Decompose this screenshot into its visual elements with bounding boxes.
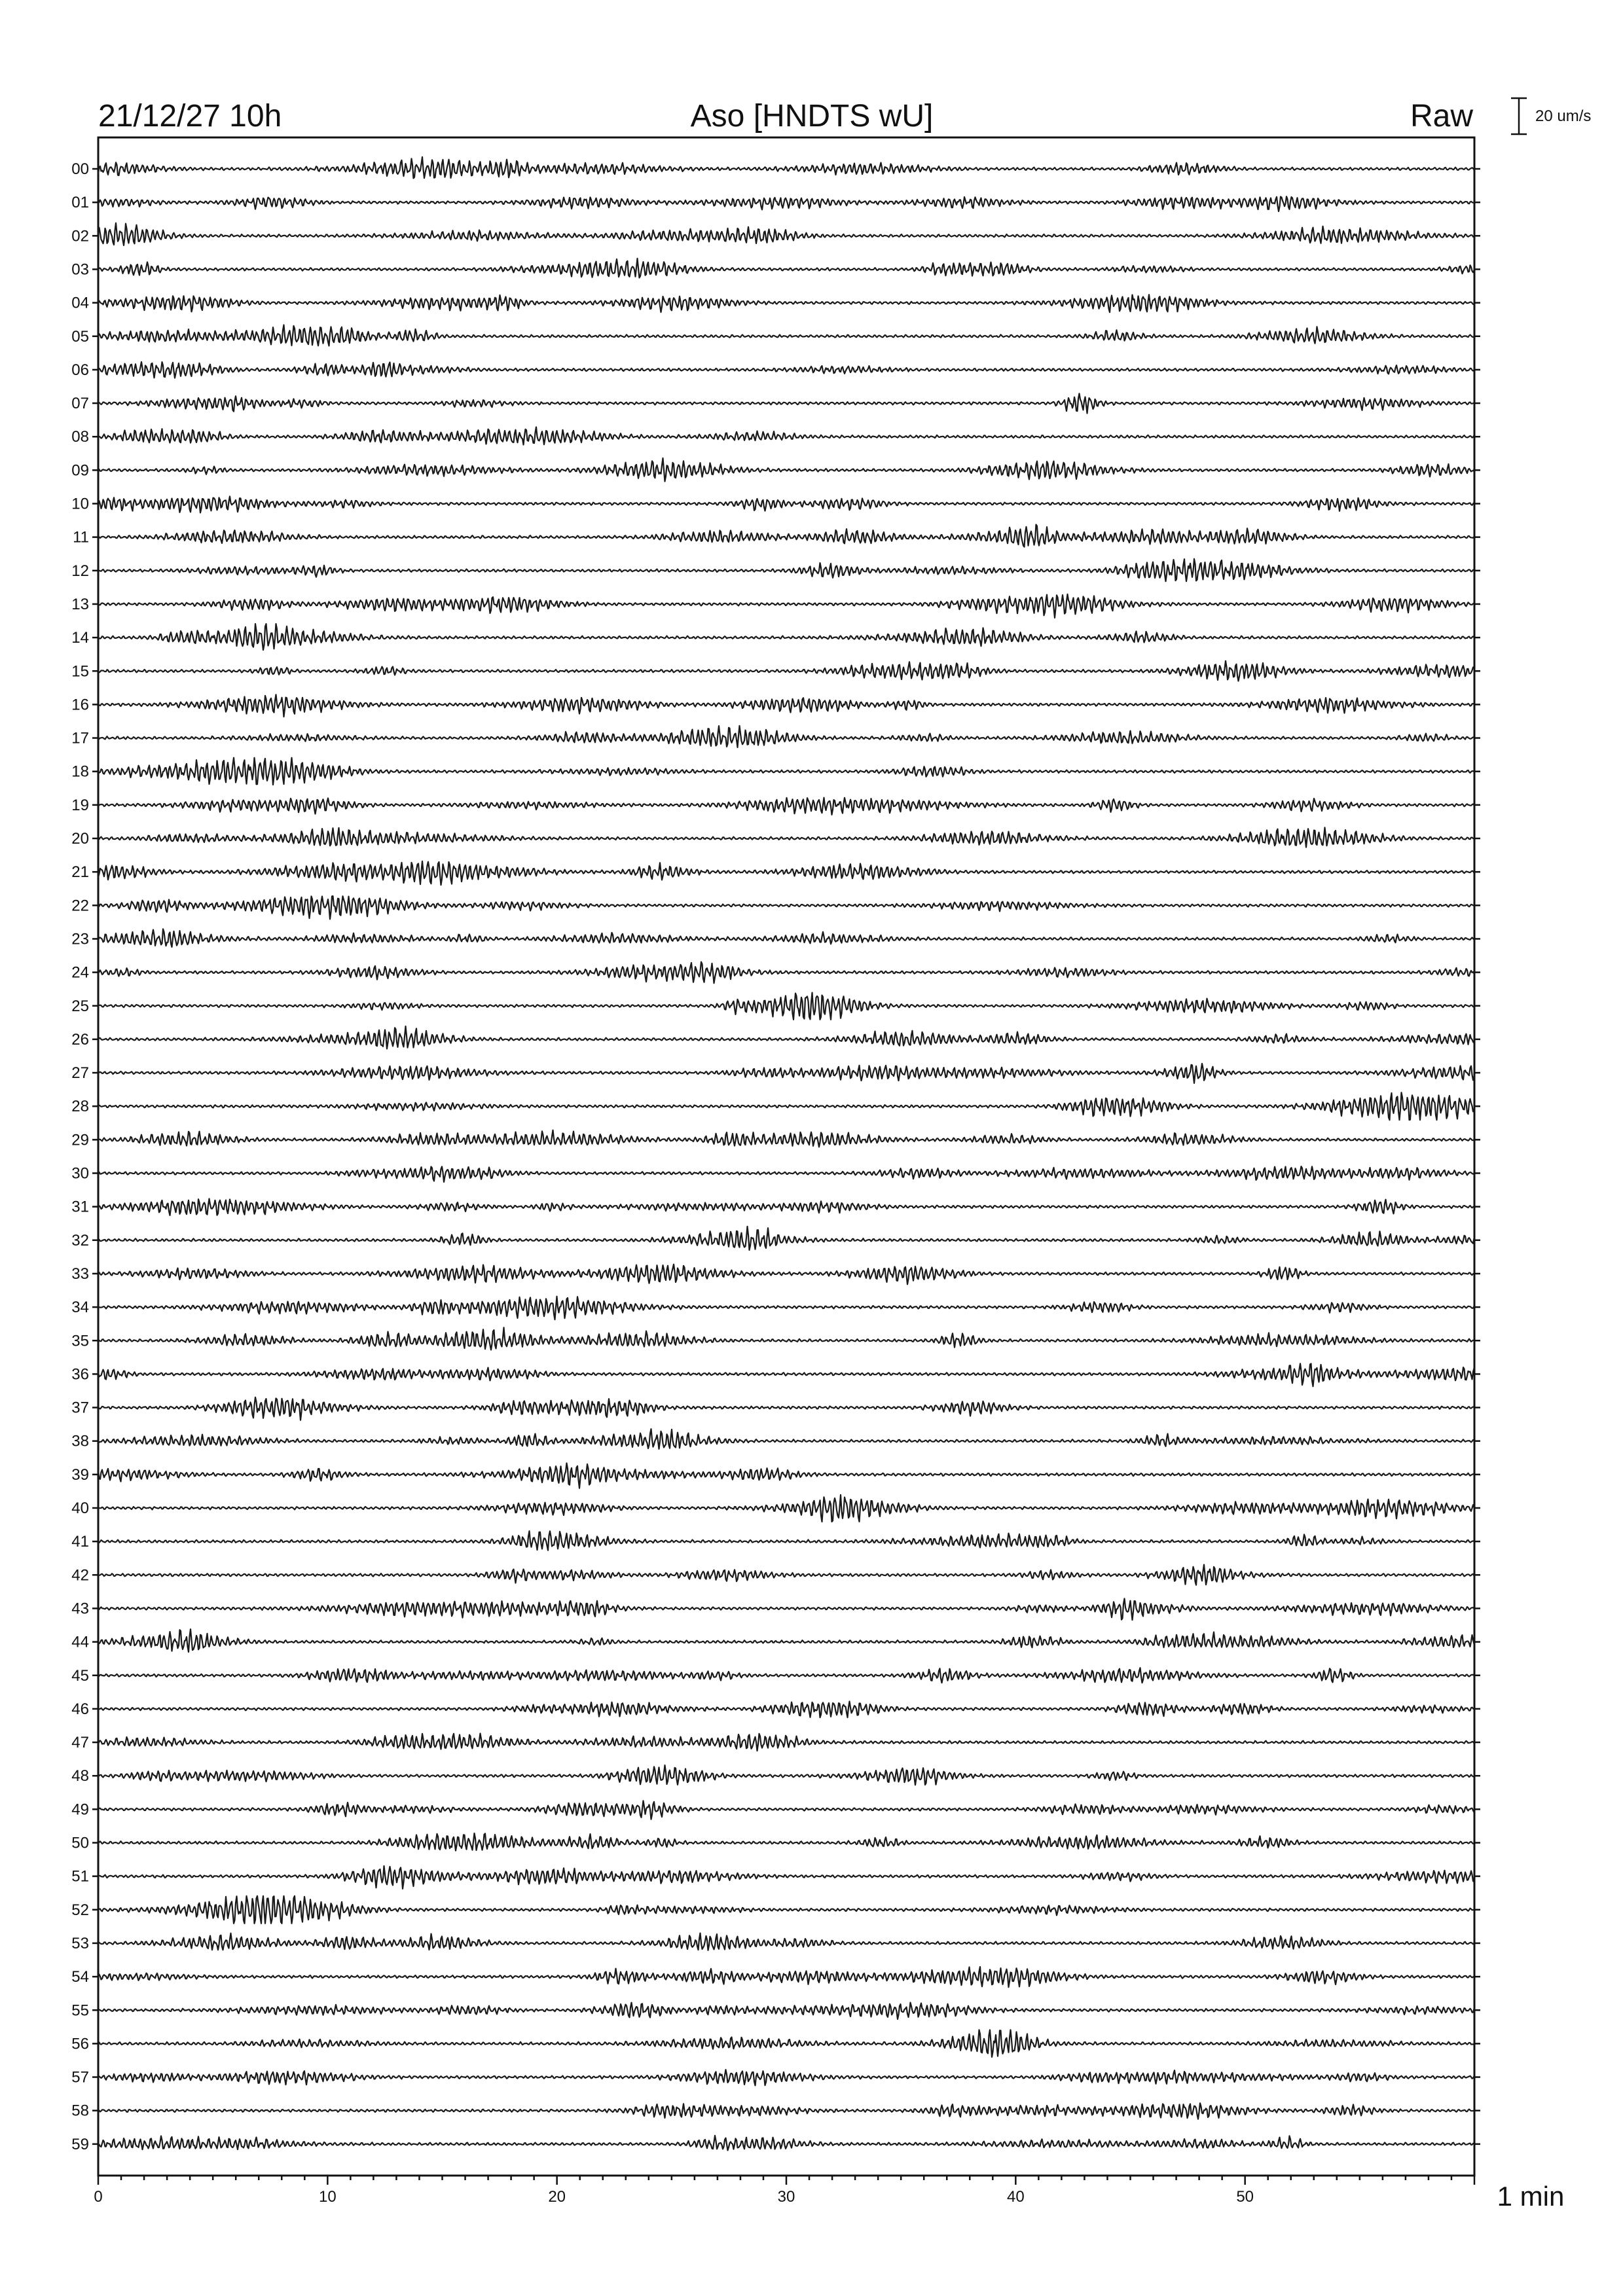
row-label: 02 [71,227,89,245]
row-label: 44 [71,1633,89,1651]
trace-line [98,827,1474,847]
trace-line [98,993,1474,1020]
trace-line [98,1833,1474,1851]
row-label: 12 [71,562,89,580]
x-tick-label: 40 [1006,2188,1025,2206]
trace-line [98,458,1474,482]
x-tick-label: 50 [1236,2188,1254,2206]
trace-line [98,223,1474,245]
row-label: 43 [71,1600,89,1618]
row-label: 45 [71,1666,89,1685]
trace-line [98,2003,1474,2019]
trace-line [98,2070,1474,2085]
row-label: 58 [71,2102,89,2120]
row-label: 30 [71,1164,89,1183]
row-label: 10 [71,495,89,513]
row-label: 26 [71,1030,89,1049]
trace-line [98,1967,1474,1987]
trace-line [98,1866,1474,1889]
row-label: 09 [71,461,89,480]
row-label: 32 [71,1231,89,1249]
trace-line [98,726,1474,747]
trace-line [98,594,1474,618]
row-label: 24 [71,963,89,982]
plot-frame [98,137,1474,2176]
row-label: 41 [71,1533,89,1551]
row-label: 25 [71,997,89,1015]
trace-line [98,1463,1474,1488]
trace-line [98,427,1474,445]
row-label: 21 [71,863,89,882]
row-label: 00 [71,160,89,178]
row-label: 13 [71,595,89,613]
row-label: 19 [71,796,89,814]
trace-line [98,1531,1474,1551]
trace-line [98,1429,1474,1449]
row-label: 40 [71,1499,89,1517]
trace-line [98,2030,1474,2057]
x-axis [94,2176,1474,2206]
row-label: 47 [71,1734,89,1752]
trace-line [98,1166,1474,1182]
trace-line [98,1734,1474,1751]
trace-line [98,157,1474,179]
trace-line [98,1765,1474,1785]
trace-line [98,1668,1474,1683]
trace-line [98,1801,1474,1819]
x-tick-label: 0 [94,2188,103,2206]
trace-line [98,325,1474,346]
row-label: 37 [71,1399,89,1417]
row-label: 17 [71,729,89,747]
trace-line [98,559,1474,581]
row-label: 49 [71,1801,89,1819]
row-label: 57 [71,2068,89,2087]
trace-line [98,393,1474,413]
row-label: 22 [71,897,89,915]
row-label: 29 [71,1131,89,1149]
trace-line [98,1565,1474,1585]
traces [98,157,1474,2151]
row-label: 52 [71,1901,89,1919]
row-label: 23 [71,930,89,948]
trace-line [98,196,1474,211]
trace-line [98,694,1474,717]
row-labels [71,160,1480,2153]
row-label: 48 [71,1767,89,1785]
trace-line [98,2103,1474,2119]
trace-line [98,929,1474,947]
trace-line [98,2136,1474,2151]
trace-line [98,1297,1474,1319]
trace-line [98,1199,1474,1215]
row-label: 18 [71,762,89,781]
row-label: 54 [71,1968,89,1986]
trace-line [98,1130,1474,1147]
row-label: 59 [71,2135,89,2153]
datetime-label: 21/12/27 10h [98,99,282,134]
station-title: Aso [HNDTS wU] [690,99,934,134]
x-tick-label: 10 [318,2188,337,2206]
x-tick-label: 20 [548,2188,566,2206]
trace-line [98,798,1474,815]
trace-line [98,624,1474,650]
row-label: 27 [71,1064,89,1083]
trace-line [98,525,1474,547]
trace-line [98,259,1474,278]
row-label: 50 [71,1834,89,1852]
row-label: 38 [71,1432,89,1450]
trace-line [98,861,1474,885]
x-axis-label: 1 min [1497,2181,1565,2212]
row-label: 42 [71,1566,89,1585]
mode-label: Raw [1410,99,1473,134]
row-label: 01 [71,194,89,212]
trace-line [98,1092,1474,1120]
trace-line [98,1495,1474,1522]
row-label: 07 [71,395,89,413]
trace-line [98,758,1474,785]
row-label: 36 [71,1365,89,1384]
row-label: 33 [71,1265,89,1283]
row-label: 05 [71,327,89,346]
trace-line [98,1702,1474,1718]
row-label: 35 [71,1332,89,1350]
row-label: 11 [73,528,89,547]
trace-line [98,1265,1474,1285]
row-label: 46 [71,1700,89,1718]
x-tick-label: 30 [777,2188,795,2206]
trace-line [98,1026,1474,1049]
trace-line [98,896,1474,919]
trace-line [98,1629,1474,1652]
row-label: 53 [71,1934,89,1952]
row-label: 04 [71,294,89,312]
trace-line [98,1896,1474,1924]
row-label: 28 [71,1098,89,1116]
trace-line [98,362,1474,378]
trace-line [98,1327,1474,1350]
row-label: 56 [71,2035,89,2053]
row-label: 34 [71,1299,89,1317]
trace-line [98,661,1474,681]
row-label: 55 [71,2001,89,2020]
row-label: 16 [71,696,89,714]
trace-line [98,1363,1474,1386]
trace-line [98,1397,1474,1420]
trace-line [98,1598,1474,1620]
trace-line [98,1064,1474,1083]
trace-line [98,295,1474,312]
row-label: 31 [71,1198,89,1216]
row-label: 08 [71,428,89,446]
scale-bar [1511,98,1527,134]
row-label: 39 [71,1465,89,1484]
trace-line [98,1933,1474,1950]
row-label: 20 [71,830,89,848]
scale-label: 20 um/s [1535,107,1592,125]
row-label: 51 [71,1867,89,1886]
trace-line [98,496,1474,512]
trace-line [98,962,1474,984]
row-label: 15 [71,662,89,681]
row-label: 06 [71,361,89,379]
row-label: 14 [71,629,89,647]
trace-line [98,1227,1474,1250]
row-label: 03 [71,260,89,279]
